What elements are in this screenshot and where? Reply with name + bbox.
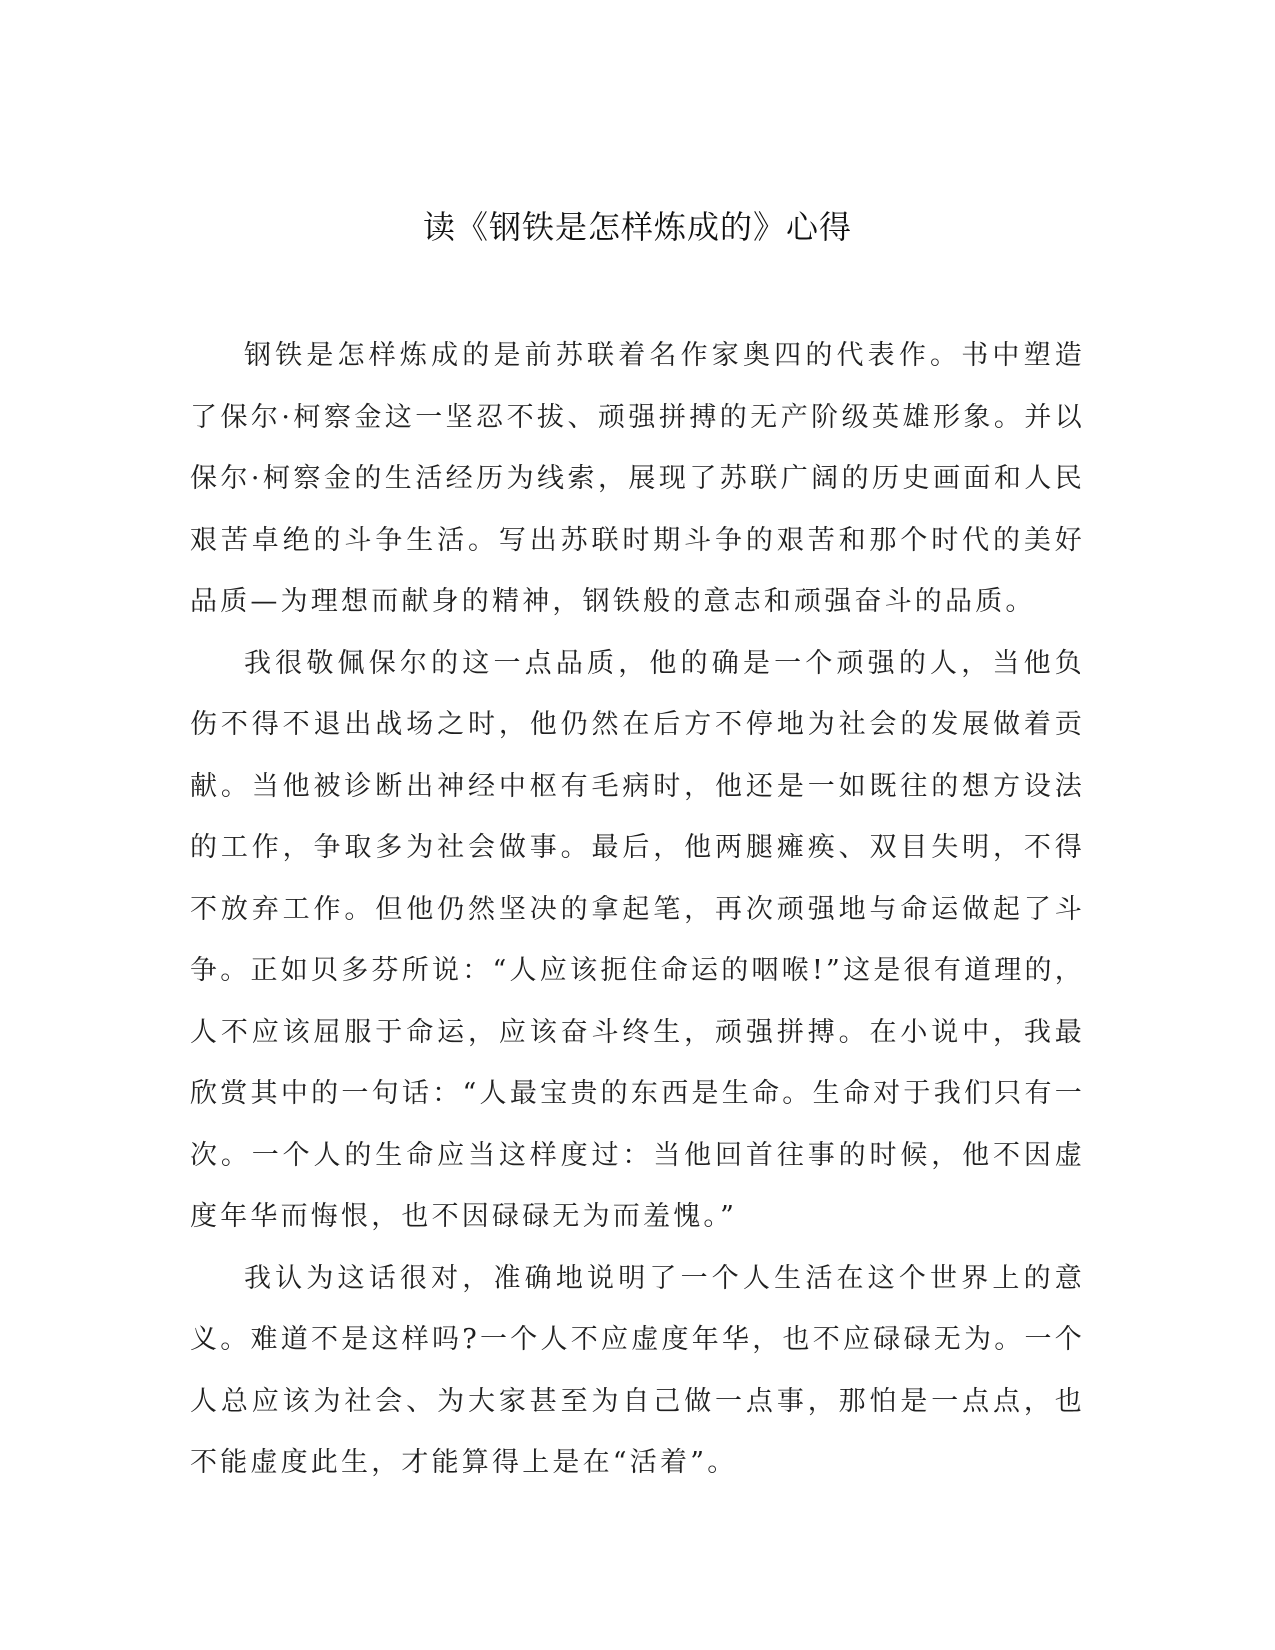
paragraph-2: 我很敬佩保尔的这一点品质，他的确是一个顽强的人，当他负伤不得不退出战场之时，他仍然在后方不停地为社会的发展做着贡献。当他被诊断出神经中枢有毛病时，他还是一如既往的想方设法的工作，争取多为社会做事。最后，他两腿瘫痪、双目失明，不得不放弃工作。但他仍然坚决的拿起笔，再次顽强地与命运做起了斗争。正如贝多芬所说：“人应该扼住命运的咽喉!”这是很有道理的，人不应该屈服于命运，应该奋斗终生，顽强拼搏。在小说中，我最欣赏其中的一句话：“人最宝贵的东西是生命。生命对于我们只有一次。一个人的生命应当这样度过：当他回首往事的时候，他不因虚度年华而悔恨，也不因碌碌无为而羞愧。” [190, 647, 1085, 1232]
paragraph-3: 我认为这话很对，准确地说明了一个人生活在这个世界上的意义。难道不是这样吗?一个人不应虚度年华，也不应碌碌无为。一个人总应该为社会、为大家甚至为自己做一点事，那怕是一点点，也不能虚度此生，才能算得上是在“活着”。 [190, 1262, 1085, 1478]
document-title: 读《钢铁是怎样炼成的》心得 [422, 208, 852, 246]
document-body [190, 325, 1085, 1494]
paragraph-1: 钢铁是怎样炼成的是前苏联着名作家奥四的代表作。书中塑造了保尔·柯察金这一坚忍不拔、顽强拼搏的无产阶级英雄形象。并以保尔·柯察金的生活经历为线索，展现了苏联广阔的历史画面和人民艰苦卓绝的斗争生活。写出苏联时期斗争的艰苦和那个时代的美好品质—为理想而献身的精神，钢铁般的意志和顽强奋斗的品质。 [190, 340, 1085, 617]
